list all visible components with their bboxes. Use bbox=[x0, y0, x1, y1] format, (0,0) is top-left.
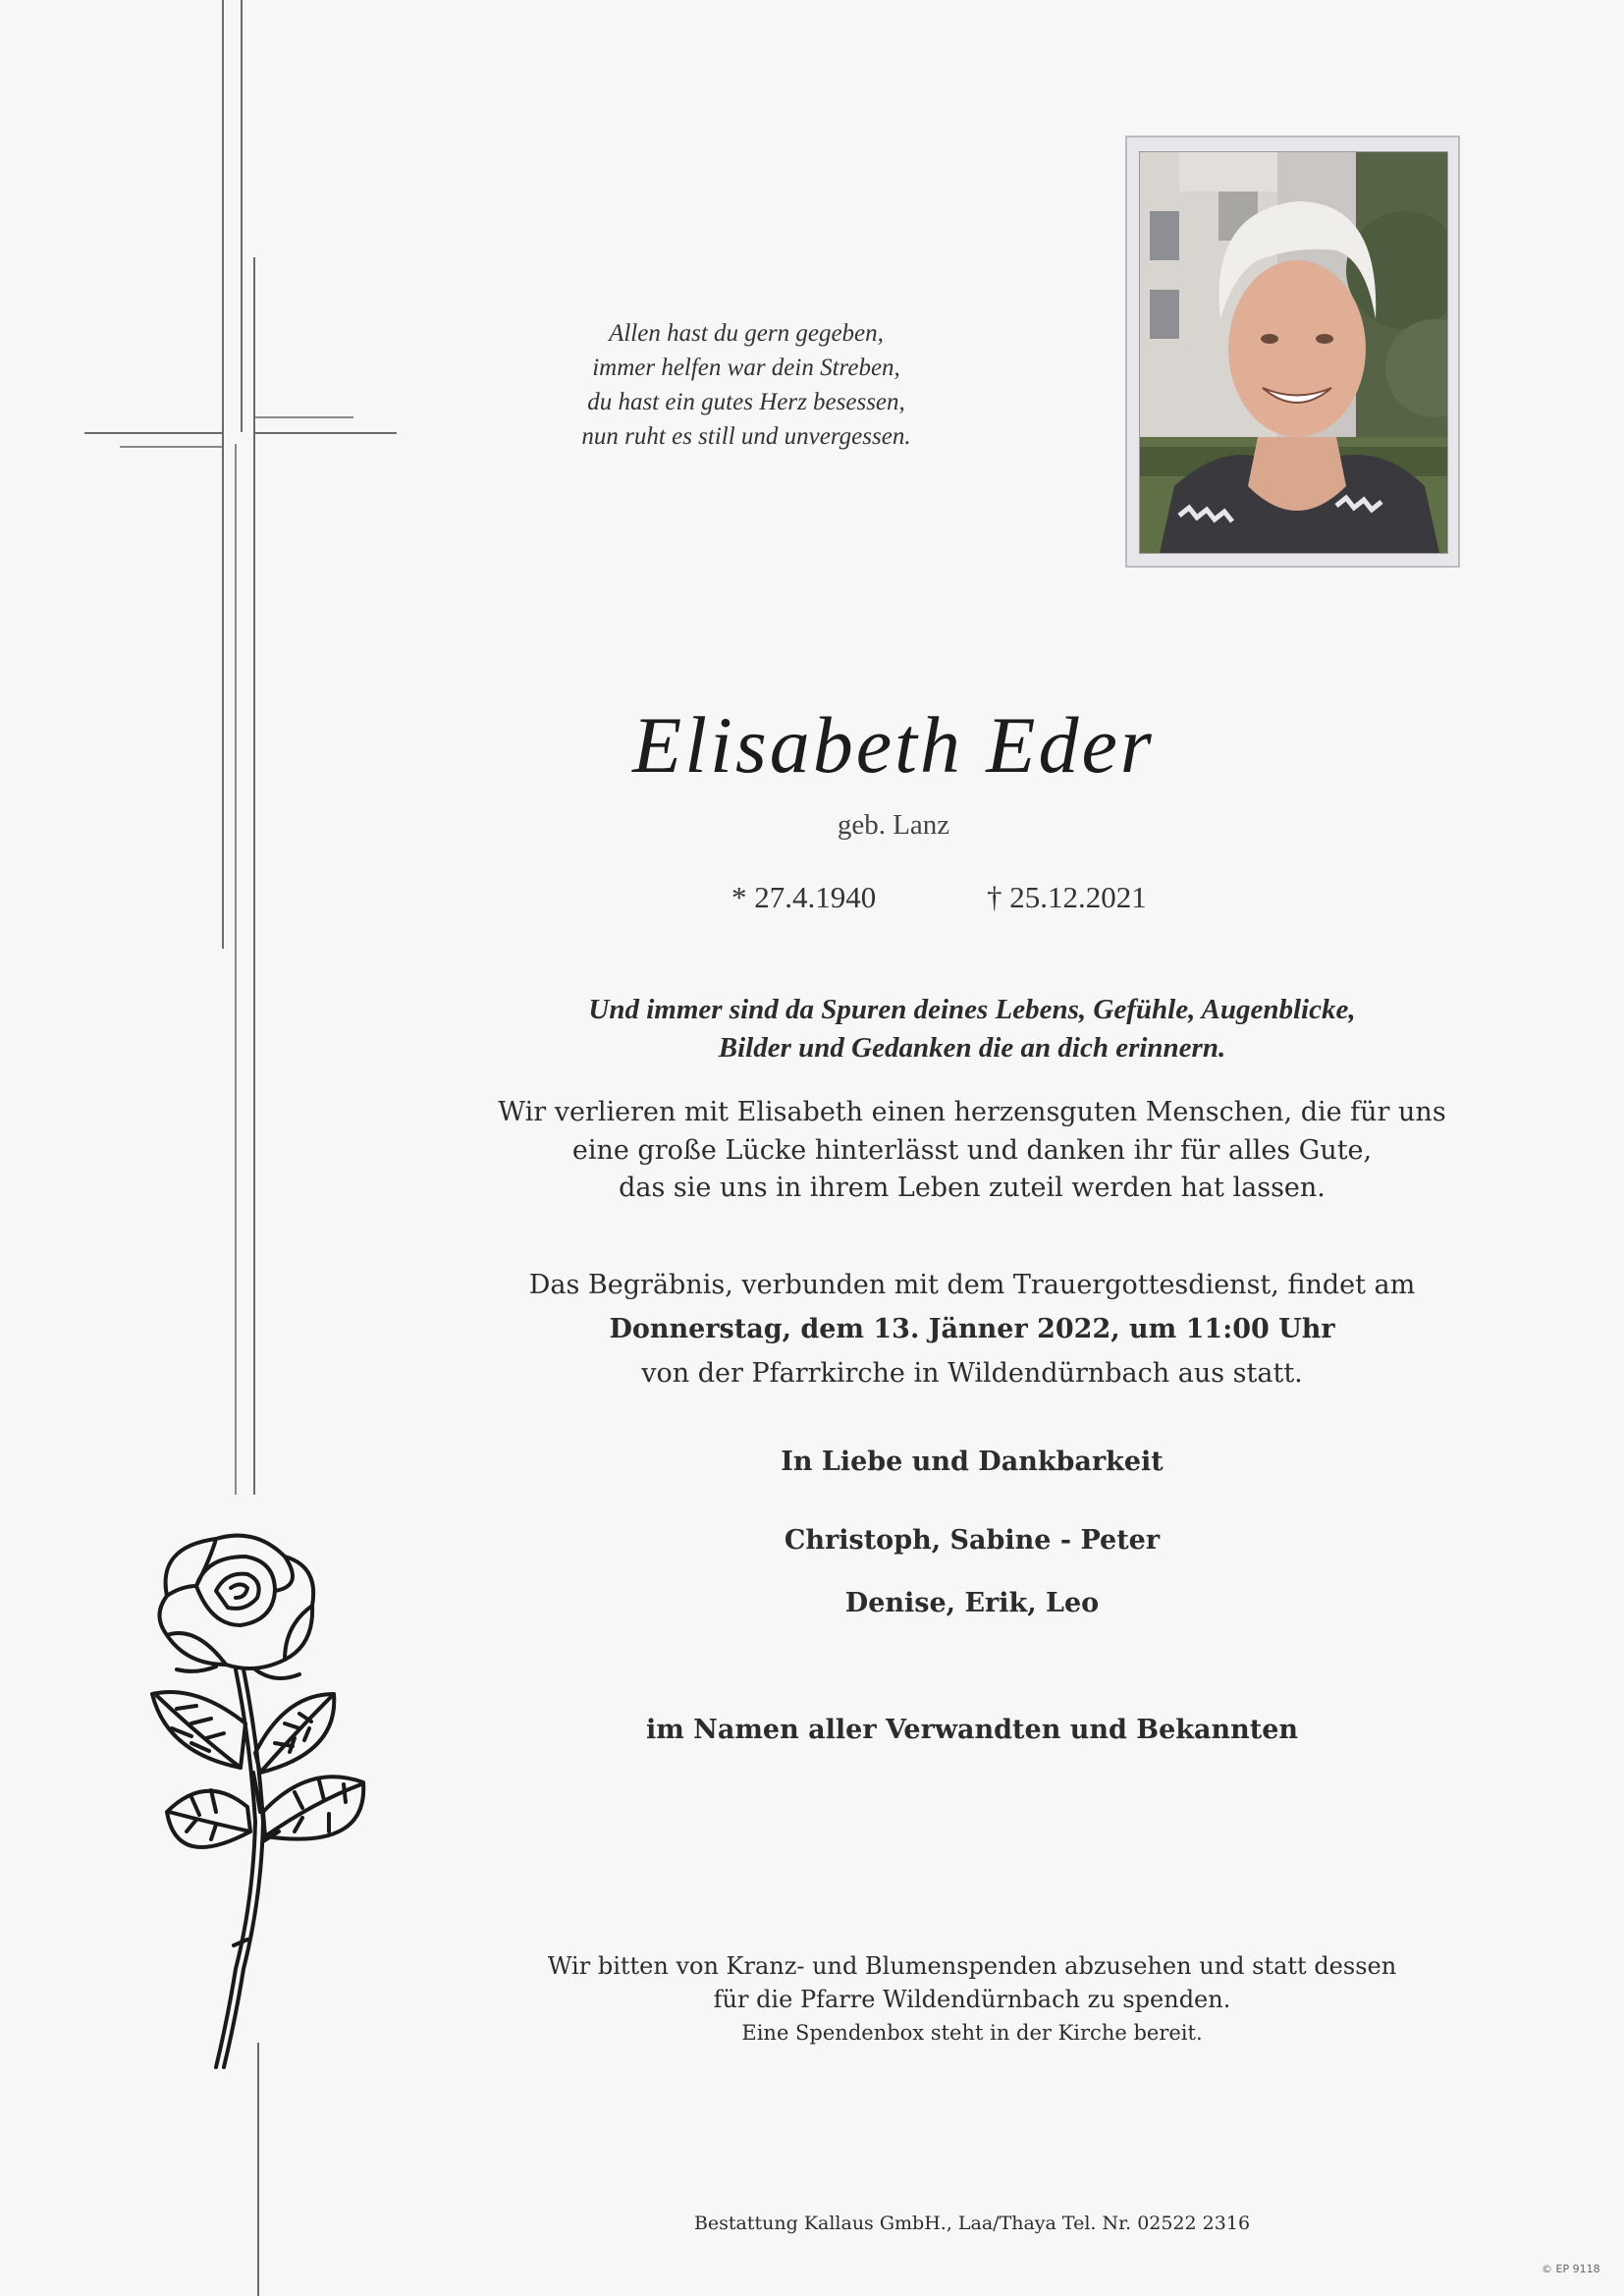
poem-line: nun ruht es still und unvergessen. bbox=[581, 423, 911, 450]
message-line: das sie uns in ihrem Leben zuteil werden hat lassen. bbox=[619, 1173, 1326, 1203]
poem-line: du hast ein gutes Herz besessen, bbox=[587, 389, 905, 415]
poem bbox=[471, 316, 1021, 454]
family-names-2: Denise, Erik, Leo bbox=[844, 1588, 1100, 1618]
donation-line: Wir bitten von Kranz- und Blumenspenden abzusehen und statt dessen bbox=[547, 1952, 1397, 1980]
donation-line: Eine Spendenbox steht in der Kirche bereit. bbox=[741, 2021, 1203, 2045]
portrait-image bbox=[1140, 152, 1447, 553]
maiden-name: geb. Lanz bbox=[837, 809, 950, 841]
poem-line: immer helfen war dein Streben, bbox=[592, 355, 900, 381]
message-line: eine große Lücke hinterlässt und danken ihr für alles Gute, bbox=[571, 1135, 1373, 1166]
funeral-date-time: Donnerstag, dem 13. Jänner 2022, um 11:00 Uhr bbox=[609, 1314, 1335, 1344]
birth-date: * 27.4.1940 bbox=[731, 880, 877, 914]
donation-line: für die Pfarre Wildendürnbach zu spenden. bbox=[713, 1986, 1231, 2013]
quote-line: Und immer sind da Spuren deines Lebens, Gefühle, Augenblicke, bbox=[588, 994, 1356, 1025]
print-code: © EP 9118 bbox=[1542, 2263, 1600, 2275]
quote-line: Bilder und Gedanken die an dich erinnern. bbox=[718, 1032, 1226, 1064]
funeral-location: von der Pfarrkirche in Wildendürnbach aus statt. bbox=[641, 1358, 1303, 1389]
family-greeting: In Liebe und Dankbarkeit bbox=[781, 1447, 1164, 1477]
poem-line: Allen hast du gern gegeben, bbox=[609, 320, 884, 347]
portrait-photo bbox=[1139, 151, 1448, 554]
relatives-line: im Namen aller Verwandten und Bekannten bbox=[645, 1715, 1299, 1745]
death-date: † 25.12.2021 bbox=[987, 880, 1147, 914]
rose-icon bbox=[137, 1527, 403, 2077]
undertaker-footer: Bestattung Kallaus GmbH., Laa/Thaya Tel. Nr. 02522 2316 bbox=[693, 2213, 1251, 2234]
message-line: Wir verlieren mit Elisabeth einen herzensguten Menschen, die für uns bbox=[498, 1097, 1446, 1127]
portrait-photo-frame bbox=[1125, 136, 1460, 568]
funeral-intro: Das Begräbnis, verbunden mit dem Trauergottesdienst, findet am bbox=[528, 1270, 1416, 1300]
deceased-name: Elisabeth Eder bbox=[632, 700, 1155, 790]
family-names-1: Christoph, Sabine - Peter bbox=[784, 1525, 1161, 1556]
